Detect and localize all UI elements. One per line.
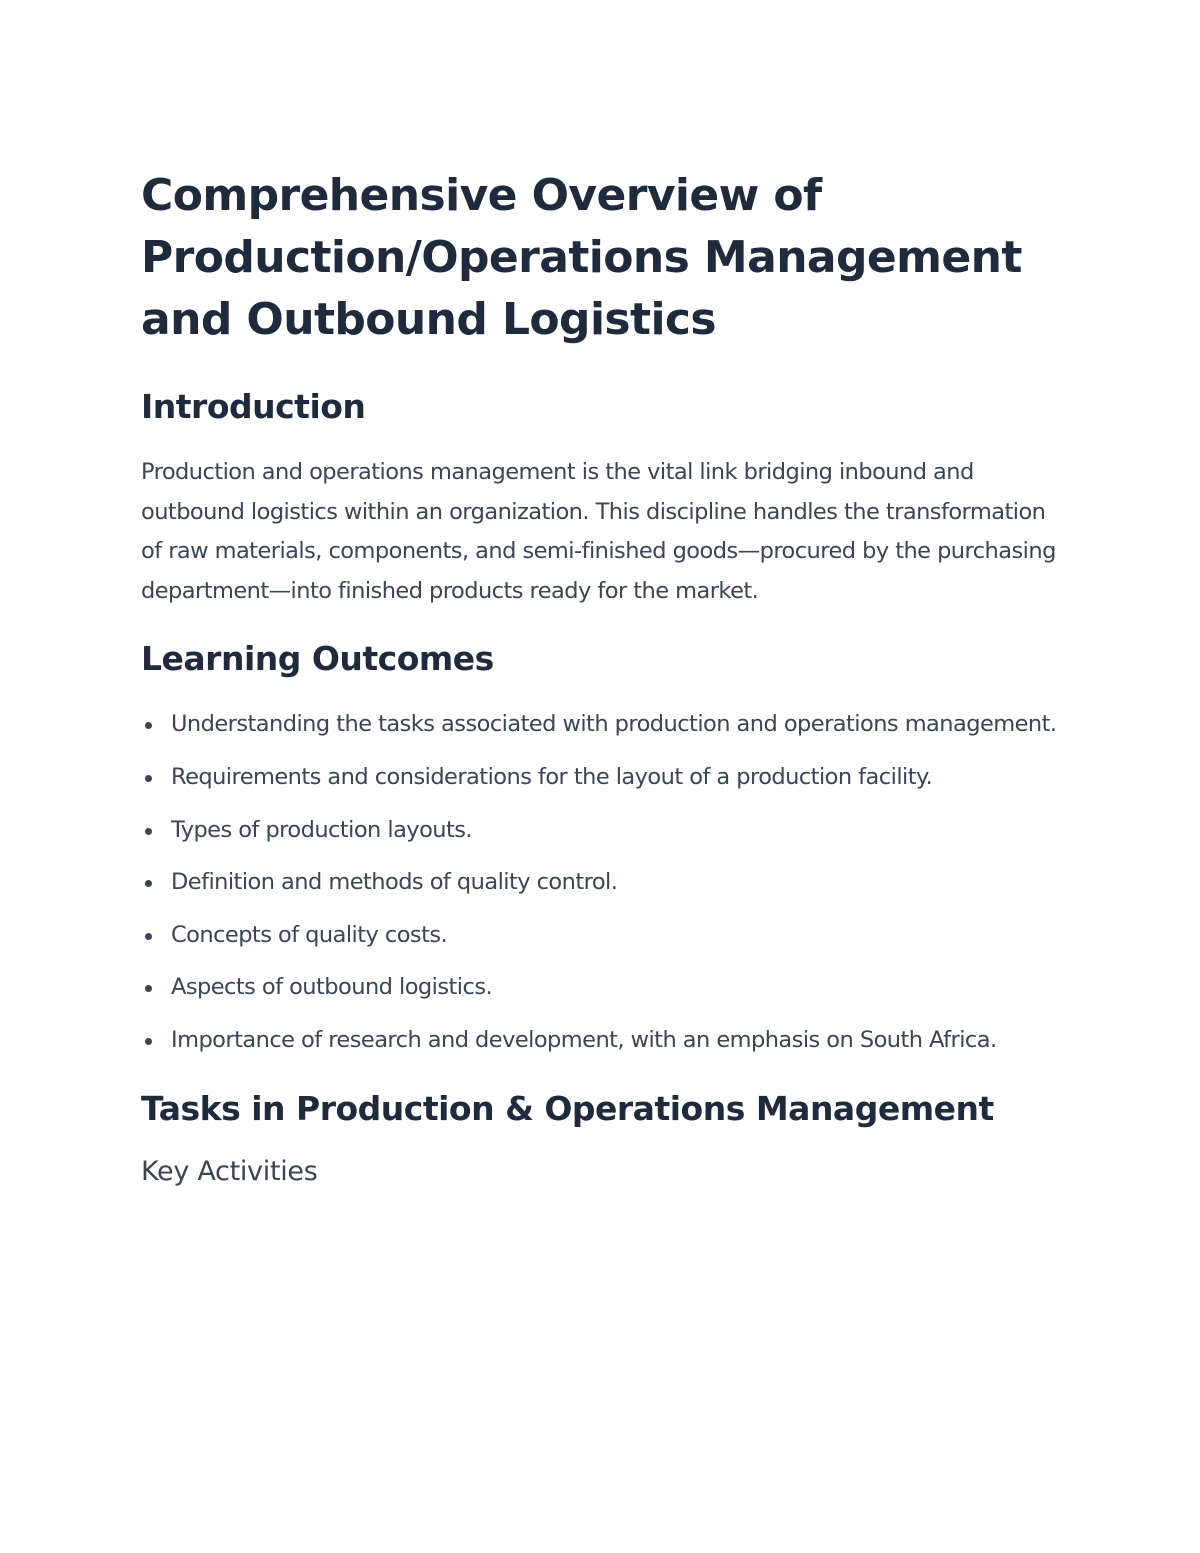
list-item-text: Concepts of quality costs. [171, 921, 448, 948]
list-item-text: Understanding the tasks associated with production and operations management. [171, 711, 1057, 738]
document-title: Comprehensive Overview of Production/Operations Management and Outbound Logistics [141, 170, 1022, 345]
bullet-icon [145, 880, 152, 887]
document-page [141, 165, 1061, 1191]
list-item-text: Types of production layouts. [171, 816, 473, 843]
list-item [141, 863, 1061, 903]
bullet-icon [145, 828, 152, 835]
list-item [141, 1021, 1061, 1061]
list-item [141, 758, 1061, 798]
list-item-text: Aspects of outbound logistics. [171, 974, 493, 1001]
list-item [141, 968, 1061, 1008]
learning-outcomes-heading: Learning Outcomes [141, 639, 494, 679]
bullet-icon [145, 722, 152, 729]
list-item [141, 916, 1061, 956]
bullet-icon [145, 933, 152, 940]
list-item [141, 811, 1061, 851]
bullet-icon [145, 985, 152, 992]
learning-outcomes-list [141, 705, 1061, 1060]
introduction-paragraph: Production and operations management is the vital link bridging inbound and outbound logistics within an organization. This discipline handles the transformation of raw materials, components, and semi-finished goods—procured by the purchasing department—into finished products ready for the market. [141, 459, 1056, 604]
bullet-icon [145, 1038, 152, 1045]
bullet-icon [145, 775, 152, 782]
key-activities-subheading: Key Activities [141, 1155, 318, 1187]
tasks-heading: Tasks in Production & Operations Management [141, 1088, 994, 1128]
list-item [141, 705, 1061, 745]
list-item-text: Importance of research and development, with an emphasis on South Africa. [171, 1026, 997, 1053]
list-item-text: Requirements and considerations for the layout of a production facility. [171, 763, 933, 790]
introduction-heading: Introduction [141, 387, 366, 426]
list-item-text: Definition and methods of quality control. [171, 869, 618, 896]
